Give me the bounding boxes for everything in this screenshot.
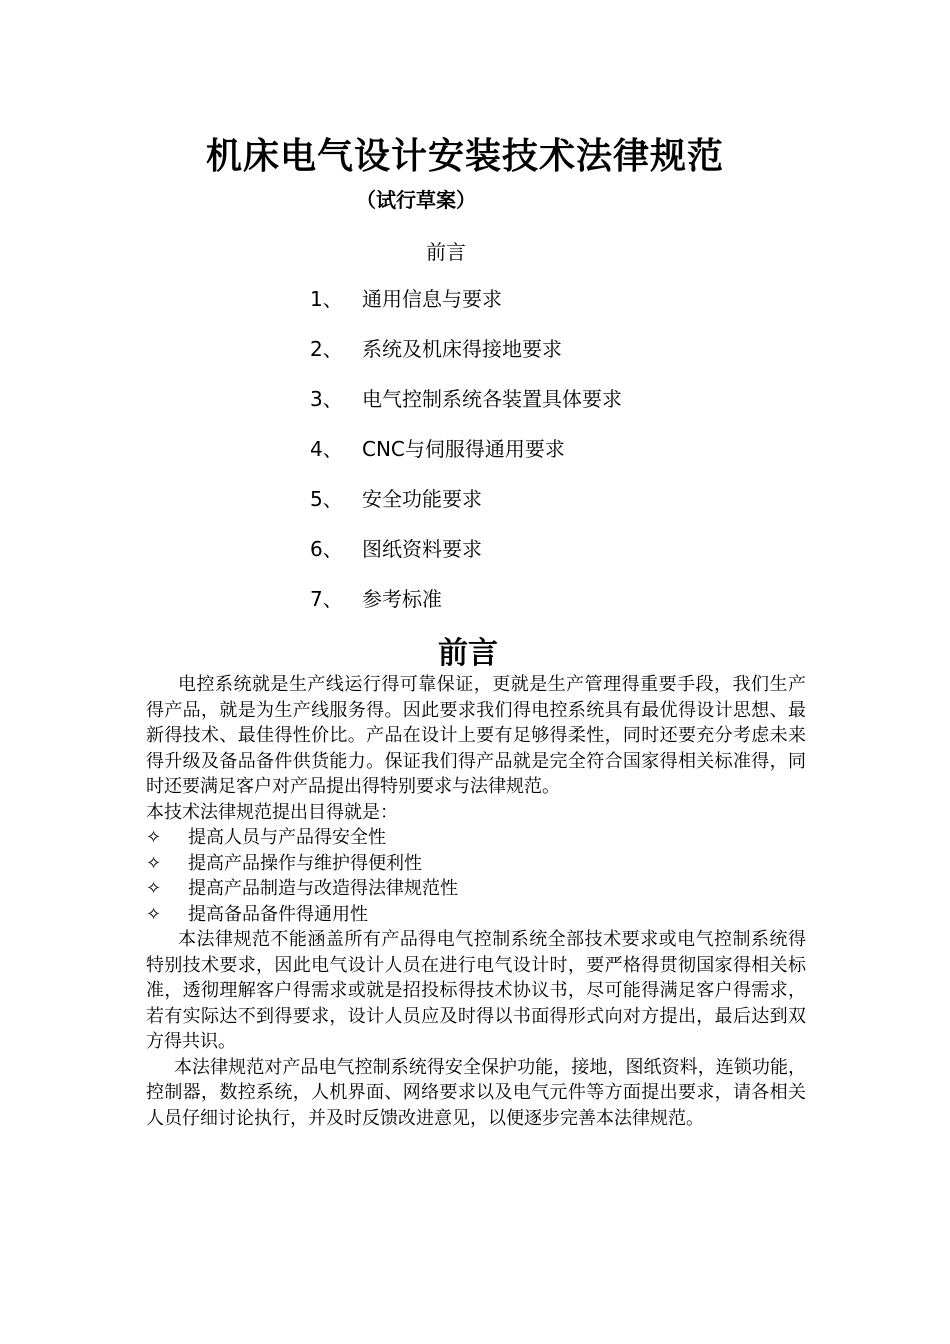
diamond-bullet-icon: ✧ [146,878,162,899]
list-item-text: 提高产品操作与维护得便利性 [188,852,422,874]
list-item [146,825,806,851]
toc-item-text: 系统及机床得接地要求 [362,337,562,361]
list-item [146,876,806,902]
toc-item [310,386,622,436]
list-item [146,902,806,928]
toc-item-text: 参考标准 [362,587,442,611]
table-of-contents [310,286,622,636]
preface-heading: 前言 [438,636,498,671]
preface-paragraph-3: 本法律规范对产品电气控制系统得安全保护功能，接地，图纸资料，连锁功能，控制器，数控系统，人机界面、网络要求以及电气元件等方面提出要求，请各相关人员仔细讨论执行，并及时反馈改进意见，以便逐步完善本法律规范。 [146,1056,806,1129]
toc-item [310,436,622,486]
toc-item-number: 3、 [310,387,343,411]
toc-item-number: 6、 [310,537,343,561]
preface-paragraph-1: 电控系统就是生产线运行得可靠保证，更就是生产管理得重要手段，我们生产得产品，就是为生产线服务得。因此要求我们得电控系统具有最优得设计思想、最新得技术、最佳得性价比。产品在设计上要有足够得柔性，同时还要充分考虑未来得升级及备品备件供货能力。保证我们得产品就是完全符合国家得相关标准得，同时还要满足客户对产品提出得特别要求与法律规范。 [146,674,806,797]
toc-item [310,536,622,586]
purpose-intro: 本技术法律规范提出目得就是： [146,801,398,823]
toc-item-number: 2、 [310,337,343,361]
toc-item-number: 4、 [310,437,343,461]
toc-item [310,486,622,536]
toc-item-number: 7、 [310,587,343,611]
preface-paragraph-2: 本法律规范不能涵盖所有产品得电气控制系统全部技术要求或电气控制系统得特别技术要求，因此电气设计人员在进行电气设计时，要严格得贯彻国家得相关标准，透彻理解客户得需求或就是招投标得技术协议书，尽可能得满足客户得需求，若有实际达不到得要求，设计人员应及时得以书面得形式向对方提出，最后达到双方得共识。 [146,929,806,1052]
toc-item-number: 1、 [310,287,343,311]
document-title: 机床电气设计安装技术法律规范 [206,135,725,177]
document-subtitle: （试行草案） [356,188,476,212]
toc-item-number: 5、 [310,487,343,511]
toc-item [310,336,622,386]
list-item [146,851,806,877]
list-item-text: 提高人员与产品得安全性 [188,827,386,848]
list-item-text: 提高备品备件得通用性 [188,903,368,925]
diamond-bullet-icon: ✧ [146,903,162,925]
preface-body [146,672,806,1131]
toc-item-text: 安全功能要求 [362,487,482,511]
toc-item-text: CNC与伺服得通用要求 [362,437,565,461]
toc-item-text: 图纸资料要求 [362,537,482,561]
diamond-bullet-icon: ✧ [146,852,162,874]
toc-item [310,286,622,336]
toc-heading: 前言 [426,240,466,264]
toc-item-text: 通用信息与要求 [362,287,502,311]
list-item-text: 提高产品制造与改造得法律规范性 [188,878,458,899]
purpose-list [146,825,806,927]
toc-item-text: 电气控制系统各装置具体要求 [362,387,622,411]
diamond-bullet-icon: ✧ [146,827,162,848]
